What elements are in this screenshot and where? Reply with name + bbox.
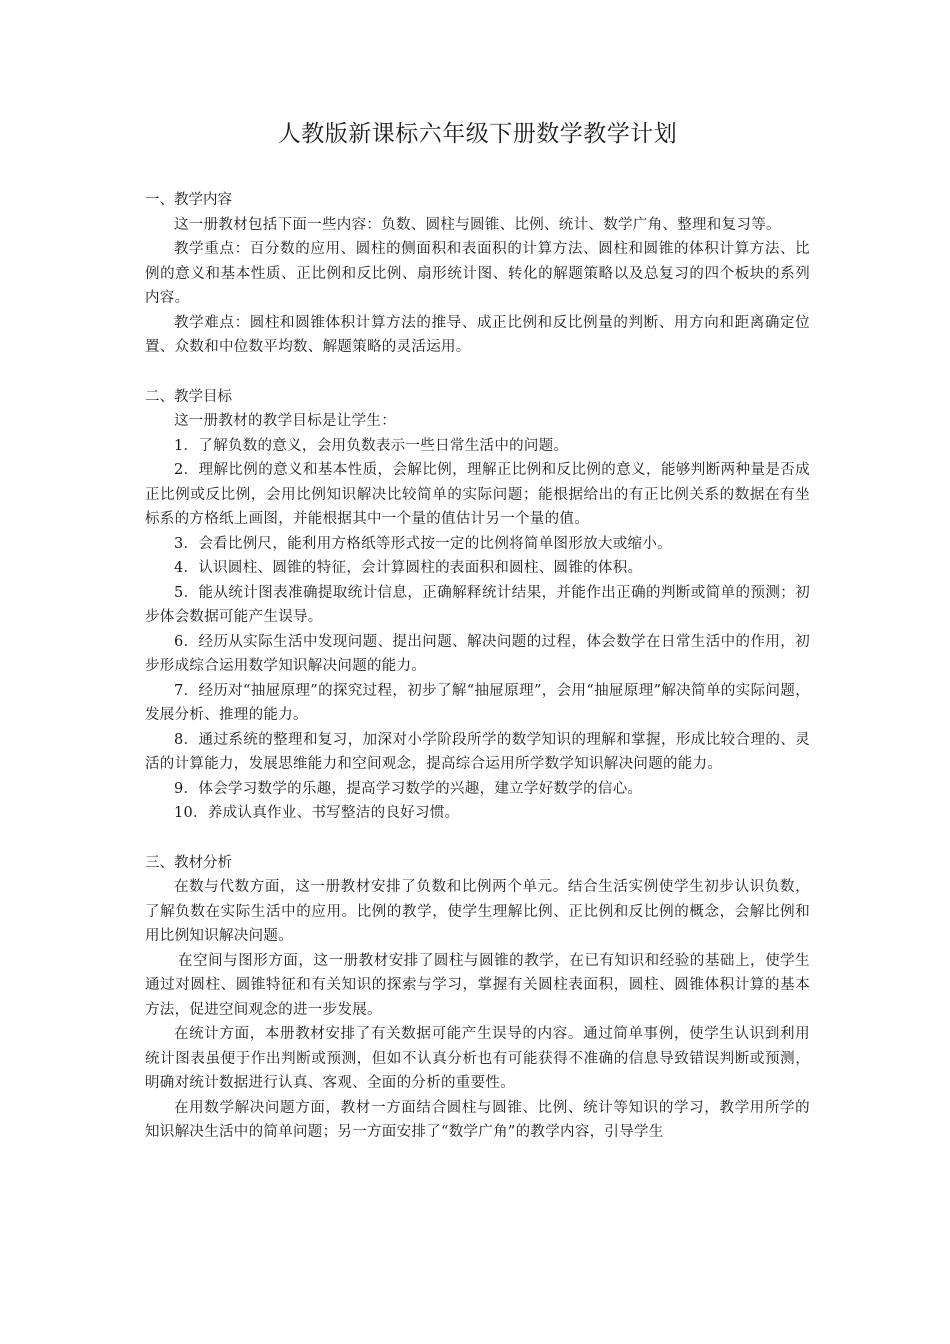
paragraph: 这一册教材的教学目标是让学生： <box>174 413 396 429</box>
paragraph: 在统计方面，本册教材安排了有关数据可能产生误导的内容。通过简单事例，使学生认识到利用统计图表虽便于作出判断或预测，但如不认真分析也有可能获得不准确的信息导致错误判断或预测，明确对统计数据进行认真、客观、全面的分析的重要性。 <box>145 1026 810 1091</box>
goal-item: 9．体会学习数学的乐趣，提高学习数学的兴趣，建立学好数学的信心。 <box>174 780 643 797</box>
goal-item: 5．能从统计图表准确提取统计信息，正确解释统计结果，并能作出正确的判断或简单的预测；初步体会数据可能产生误导。 <box>145 584 810 625</box>
paragraph: 教学重点：百分数的应用、圆柱的侧面积和表面积的计算方法、圆柱和圆锥的体积计算方法、比例的意义和基本性质、正比例和反比例、扇形统计图、转化的解题策略以及总复习的四个板块的系列内容。 <box>145 241 810 306</box>
section-teaching-goals <box>145 385 810 826</box>
goal-item: 1．了解负数的意义，会用负数表示一些日常生活中的问题。 <box>174 437 569 454</box>
paragraph: 在用数学解决问题方面，教材一方面结合圆柱与圆锥、比例、统计等知识的学习，教学用所学的知识解决生活中的简单问题；另一方面安排了“数学广角”的教学内容，引导学生 <box>145 1099 810 1140</box>
goal-item: 7．经历对“抽屉原理”的探究过程，初步了解“抽屉原理”，会用“抽屉原理”解决简单的实际问题，发展分析、推理的能力。 <box>145 682 810 723</box>
paragraph: 教学难点：圆柱和圆锥体积计算方法的推导、成正比例和反比例量的判断、用方向和距离确定位置、众数和中位数平均数、解题策略的灵活运用。 <box>145 314 810 355</box>
section-textbook-analysis <box>145 851 810 1145</box>
section-heading: 二、教学目标 <box>145 388 232 405</box>
goal-item: 4．认识圆柱、圆锥的特征，会计算圆柱的表面积和圆柱、圆锥的体积。 <box>174 560 643 576</box>
goal-item: 8．通过系统的整理和复习，加深对小学阶段所学的数学知识的理解和掌握，形成比较合理的、灵活的计算能力，发展思维能力和空间观念，提高综合运用所学数学知识解决问题的能力。 <box>145 731 810 772</box>
goal-item: 6．经历从实际生活中发现问题、提出问题、解决问题的过程，体会数学在日常生活中的作用，初步形成综合运用数学知识解决问题的能力。 <box>145 633 810 674</box>
document-title: 人教版新课标六年级下册数学教学计划 <box>277 121 678 147</box>
paragraph: 在数与代数方面，这一册教材安排了负数和比例两个单元。结合生活实例使学生初步认识负数，了解负数在实际生活中的应用。比例的教学，使学生理解比例、正比例和反比例的概念，会解比例和用比例知识解决问题。 <box>145 879 810 944</box>
goal-item: 2．理解比例的意义和基本性质，会解比例，理解正比例和反比例的意义，能够判断两种量是否成正比例或反比例，会用比例知识解决比较简单的实际问题；能根据给出的有正比例关系的数据在有坐标系的方格纸上画图，并能根据其中一个量的值估计另一个量的值。 <box>145 462 810 527</box>
goal-item: 10．养成认真作业、书写整洁的良好习惯。 <box>174 805 460 821</box>
section-heading: 一、教学内容 <box>145 192 232 208</box>
paragraph: 在空间与图形方面，这一册教材安排了圆柱与圆锥的教学，在已有知识和经验的基础上，使学生通过对圆柱、圆锥特征和有关知识的探索与学习，掌握有关圆柱表面积，圆柱、圆锥体积计算的基本方法，促进空间观念的进一步发展。 <box>145 952 810 1018</box>
document-body <box>145 188 810 1145</box>
paragraph: 这一册教材包括下面一些内容：负数、圆柱与圆锥、比例、统计、数学广角、整理和复习等。 <box>174 216 781 233</box>
section-heading: 三、教材分析 <box>145 854 232 871</box>
goal-item: 3．会看比例尺，能利用方格纸等形式按一定的比例将简单图形放大或缩小。 <box>174 535 672 552</box>
section-teaching-content <box>145 188 810 360</box>
